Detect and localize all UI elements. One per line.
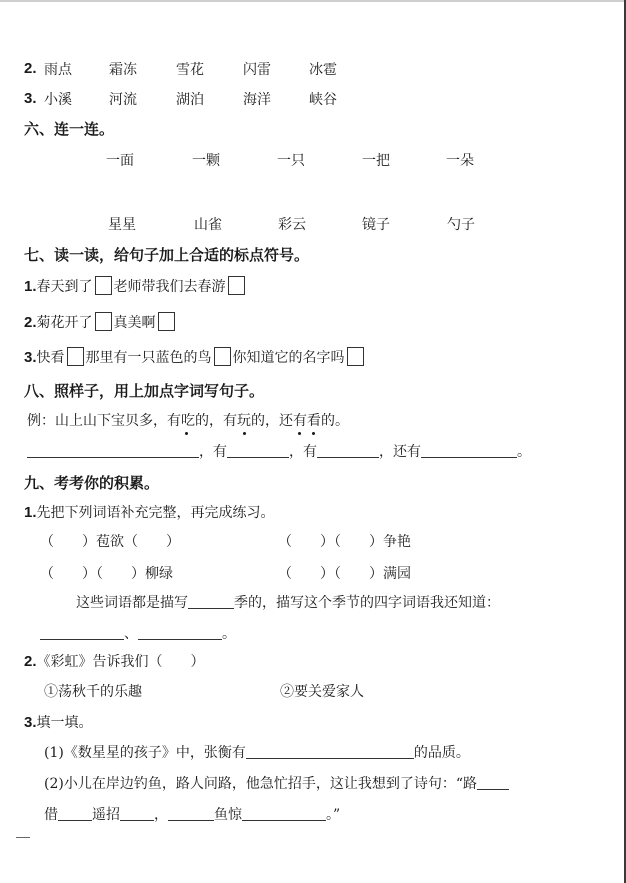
match-top-2[interactable]: 一颗 [192, 153, 220, 169]
sec9-q1-text: 先把下列词语补充完整，再完成练习。 [36, 505, 275, 521]
match-bottom-3[interactable]: 彩云 [278, 217, 306, 233]
sec9-q3-text: 填一填。 [36, 715, 93, 731]
answer-blank[interactable] [27, 443, 199, 458]
sec9-q2 [24, 652, 205, 672]
sec8-part-1: ，有 [199, 444, 227, 460]
poem-part-d: 鱼惊 [214, 807, 242, 823]
group2-word-1: 雨点 [44, 62, 72, 78]
sec9-q1-desc [76, 593, 500, 613]
group3-number: 3. [24, 90, 37, 107]
match-bottom-5[interactable]: 勺子 [447, 217, 475, 233]
option-2[interactable]: ②要关爱家人 [280, 684, 364, 700]
sec9-q3-s1-b: 的品质。 [413, 745, 470, 761]
sec9-q1-answers [40, 624, 236, 644]
group3-word-3: 湖泊 [176, 92, 204, 108]
sec9-q1-desc-b: 季的，描写这个季节的四字词语我还知道： [234, 595, 500, 611]
poem-part-e: 。” [326, 807, 341, 823]
answer-blank[interactable] [246, 744, 414, 759]
punctuation-box[interactable] [158, 312, 175, 331]
sec7-q3 [24, 347, 366, 368]
option-1[interactable]: ①荡秋千的乐趣 [44, 684, 142, 700]
emphasis-dot [298, 432, 301, 435]
sec9-q3-number: 3. [24, 714, 37, 731]
idiom-4[interactable]: （ ）（ ）满园 [278, 566, 411, 582]
sec9-q3-s1-a: (1)《数星星的孩子》中，张衡有 [44, 745, 246, 761]
sec9-q3-s2 [44, 774, 509, 794]
answer-blank[interactable] [188, 594, 234, 609]
section6-title: 六、连一连。 [24, 120, 115, 138]
answer-blank[interactable] [168, 806, 214, 821]
poem-line [44, 805, 340, 825]
emphasis-dot [312, 432, 315, 435]
answer-blank[interactable] [227, 443, 289, 458]
sec7-q1-text-a: 春天到了 [36, 279, 93, 295]
sec9-q3-s1 [44, 743, 470, 763]
sec7-q3-number: 3. [24, 349, 37, 366]
sec7-q3-text-a: 快看 [36, 350, 65, 366]
group3-word-1: 小溪 [44, 92, 72, 108]
poem-part-b: 遥招 [92, 807, 120, 823]
sec9-q2-number: 2. [24, 653, 37, 670]
group2-number: 2. [24, 60, 37, 77]
section9-title: 九、考考你的积累。 [24, 474, 160, 492]
group2-word-2: 霜冻 [109, 62, 137, 78]
match-bottom-1[interactable]: 星星 [108, 217, 136, 233]
sec7-q2-number: 2. [24, 314, 37, 331]
idiom-3[interactable]: （ ）（ ）柳绿 [40, 566, 173, 582]
poem-part-c: ， [154, 807, 168, 823]
answer-blank[interactable] [242, 806, 326, 821]
match-top-1[interactable]: 一面 [106, 153, 134, 169]
group2-word-4: 闪雷 [243, 62, 271, 78]
match-top-3[interactable]: 一只 [277, 153, 305, 169]
answer-blank[interactable] [58, 806, 92, 821]
punctuation-box[interactable] [95, 276, 112, 295]
group2-word-5: 冰雹 [309, 62, 337, 78]
emphasis-dot [243, 432, 246, 435]
answer-blank[interactable] [317, 443, 379, 458]
sec7-q2-text-b: 真美啊 [113, 315, 156, 331]
idiom-1[interactable]: （ ）苞欲（ ） [40, 534, 180, 550]
top-rule [0, 0, 626, 2]
answer-blank[interactable] [40, 625, 124, 640]
group3-word-2: 河流 [109, 92, 137, 108]
match-top-4[interactable]: 一把 [362, 153, 390, 169]
answer-blank[interactable] [138, 625, 222, 640]
group3-word-4: 海洋 [243, 92, 271, 108]
sec7-q2-text-a: 菊花开了 [36, 315, 93, 331]
bottom-rule [16, 837, 30, 838]
sec7-q1 [24, 276, 247, 297]
emphasis-dot [185, 432, 188, 435]
sec9-q1-desc-a: 这些词语都是描写 [76, 595, 188, 611]
end-mark: 。 [222, 626, 236, 642]
punctuation-box[interactable] [347, 347, 364, 366]
sec7-q2 [24, 312, 177, 333]
sec8-part-4: 。 [517, 444, 531, 460]
match-top-5[interactable]: 一朵 [446, 153, 474, 169]
group3-word-5: 峡谷 [309, 92, 337, 108]
sec7-q3-text-b: 那里有一只蓝色的鸟 [85, 350, 212, 366]
sec8-part-2: ，有 [289, 444, 317, 460]
answer-blank[interactable] [477, 775, 509, 790]
sec9-q3-s2-text: (2)小儿在岸边钓鱼，路人问路，他急忙招手，这让我想到了诗句：“路 [44, 776, 477, 792]
match-bottom-4[interactable]: 镜子 [362, 217, 390, 233]
match-bottom-2[interactable]: 山雀 [194, 217, 222, 233]
separator: 、 [124, 626, 138, 642]
sec9-q1-number: 1. [24, 504, 37, 521]
punctuation-box[interactable] [228, 276, 245, 295]
sec8-example: 例：山上山下宝贝多，有吃的，有玩的，还有看的。 [27, 413, 349, 429]
sec8-part-3: ，还有 [379, 444, 421, 460]
poem-part-a: 借 [44, 807, 58, 823]
punctuation-box[interactable] [95, 312, 112, 331]
section8-title: 八、照样子，用上加点字词写句子。 [24, 382, 265, 400]
sec8-answer-line [27, 442, 531, 462]
answer-blank[interactable] [421, 443, 517, 458]
sec7-q1-number: 1. [24, 278, 37, 295]
sec9-q1 [24, 503, 275, 523]
punctuation-box[interactable] [214, 347, 231, 366]
punctuation-box[interactable] [67, 347, 84, 366]
answer-blank[interactable] [120, 806, 154, 821]
section7-title: 七、读一读，给句子加上合适的标点符号。 [24, 246, 310, 264]
sec7-q3-text-c: 你知道它的名字吗 [232, 350, 345, 366]
idiom-2[interactable]: （ ）（ ）争艳 [278, 534, 411, 550]
sec7-q1-text-b: 老师带我们去春游 [113, 279, 226, 295]
sec9-q2-text: 《彩虹》告诉我们（ ） [36, 654, 205, 670]
group2-word-3: 雪花 [176, 62, 204, 78]
sec9-q3 [24, 713, 93, 733]
